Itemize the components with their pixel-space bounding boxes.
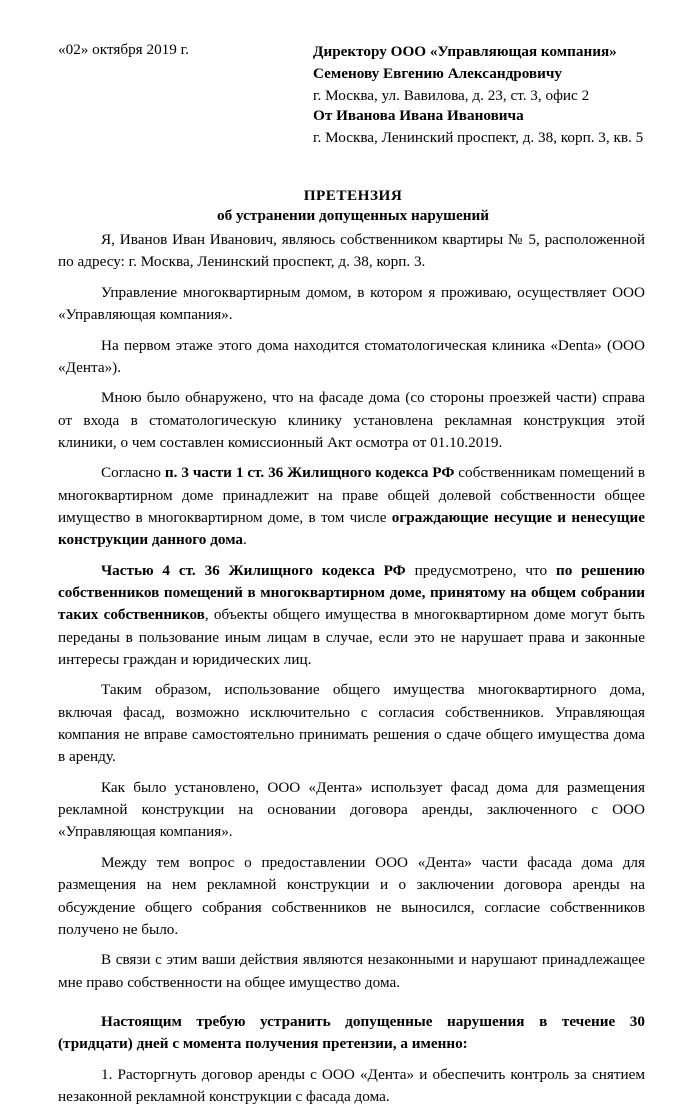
paragraph-8: Как было установлено, ООО «Дента» использует фасад дома для размещения рекламной конструкции на основании договора аренды, заключенного с ООО «Управляющая компания».	[58, 778, 645, 841]
sender-block	[313, 105, 643, 149]
p6-emphasis: по решению собственников помещений в многоквартирном доме, принятому на общем собрании таких собственников	[58, 561, 645, 624]
demand-item-1: 1. Расторгнуть договор аренды с ООО «Дента» и обеспечить контроль за снятием незаконной рекламной конструкции с фасада дома.	[58, 1065, 645, 1105]
paragraph-2: Управление многоквартирным домом, в котором я проживаю, осуществляет ООО «Управляющая компания».	[58, 283, 645, 324]
paragraph-3: На первом этаже этого дома находится стоматологическая клиника «Denta» (ООО «Дента»).	[58, 336, 645, 376]
paragraph-9: Между тем вопрос о предоставлении ООО «Дента» части фасада дома для размещения на нем рекламной конструкции и о заключении договора аренды на обсуждение общего собрания собственников не выносился, согласие собственников получено не было.	[58, 853, 645, 938]
addressee-block	[313, 41, 617, 107]
demand-paragraph: Настоящим требую устранить допущенные нарушения в течение 30 (тридцати) дней с момента получения претензии, а именно:	[58, 1012, 645, 1053]
document-date: «02» октября 2019 г.	[58, 41, 189, 58]
p5-law-reference: п. 3 части 1 ст. 36 Жилищного кодекса РФ	[164, 464, 455, 482]
paragraph-4: Мною было обнаружено, что на фасаде дома (со стороны проезжей части) справа от входа в стоматологическую клинику установлена рекламная конструкция этой клиники, о чем составлен комиссионный Акт осмотра от 01.10.2019.	[58, 389, 645, 451]
p6-law-reference: Частью 4 ст. 36 Жилищного кодекса РФ	[101, 561, 406, 579]
paragraph-6	[58, 560, 645, 671]
title-subtitle: об устранении допущенных нарушений	[216, 207, 489, 224]
addressee-position: Директору ООО «Управляющая компания»	[313, 43, 617, 60]
p6-text-d: , объекты общего имущества в многоквартирном доме могут быть переданы в пользование иным лицам в случае, если это не нарушает права и законные интересы граждан и юридических лиц.	[58, 606, 645, 668]
paragraph-7: Таким образом, использование общего имущества многоквартирного дома, включая фасад, возможно исключительно с согласия собственников. Управляющая компания не вправе самостоятельно принимать решения о сдаче общего имущества дома в аренду.	[58, 681, 645, 766]
p5-text-c: собственникам помещений в многоквартирном доме принадлежит на праве общей долевой собственности общее имущество в многоквартирном доме, в том числе	[58, 464, 645, 527]
addressee-name: Семенову Евгению Александровичу	[313, 65, 563, 82]
claim-body	[58, 229, 645, 1116]
p5-text-e: .	[243, 531, 247, 549]
p6-text-b: предусмотрено, что	[405, 561, 556, 579]
paragraph-10: В связи с этим ваши действия являются незаконными и нарушают принадлежащее мне право собственности на общее имущество дома.	[58, 951, 645, 991]
document-title	[58, 186, 648, 226]
sender-name: От Иванова Ивана Ивановича	[313, 107, 524, 124]
addressee-address: г. Москва, ул. Вавилова, д. 23, ст. 3, офис 2	[313, 87, 590, 104]
p5-emphasis: ограждающие несущие и ненесущие конструкции данного дома	[58, 509, 645, 549]
title-main: ПРЕТЕНЗИЯ	[303, 187, 403, 204]
paragraph-1: Я, Иванов Иван Иванович, являюсь собственником квартиры № 5, расположенной по адресу: г. Москва, Ленинский проспект, д. 38, корп. 3.	[58, 231, 645, 271]
p5-text-a: Согласно	[101, 464, 165, 482]
sender-address: г. Москва, Ленинский проспект, д. 38, корп. 3, кв. 5	[313, 129, 644, 146]
paragraph-5	[58, 462, 645, 551]
